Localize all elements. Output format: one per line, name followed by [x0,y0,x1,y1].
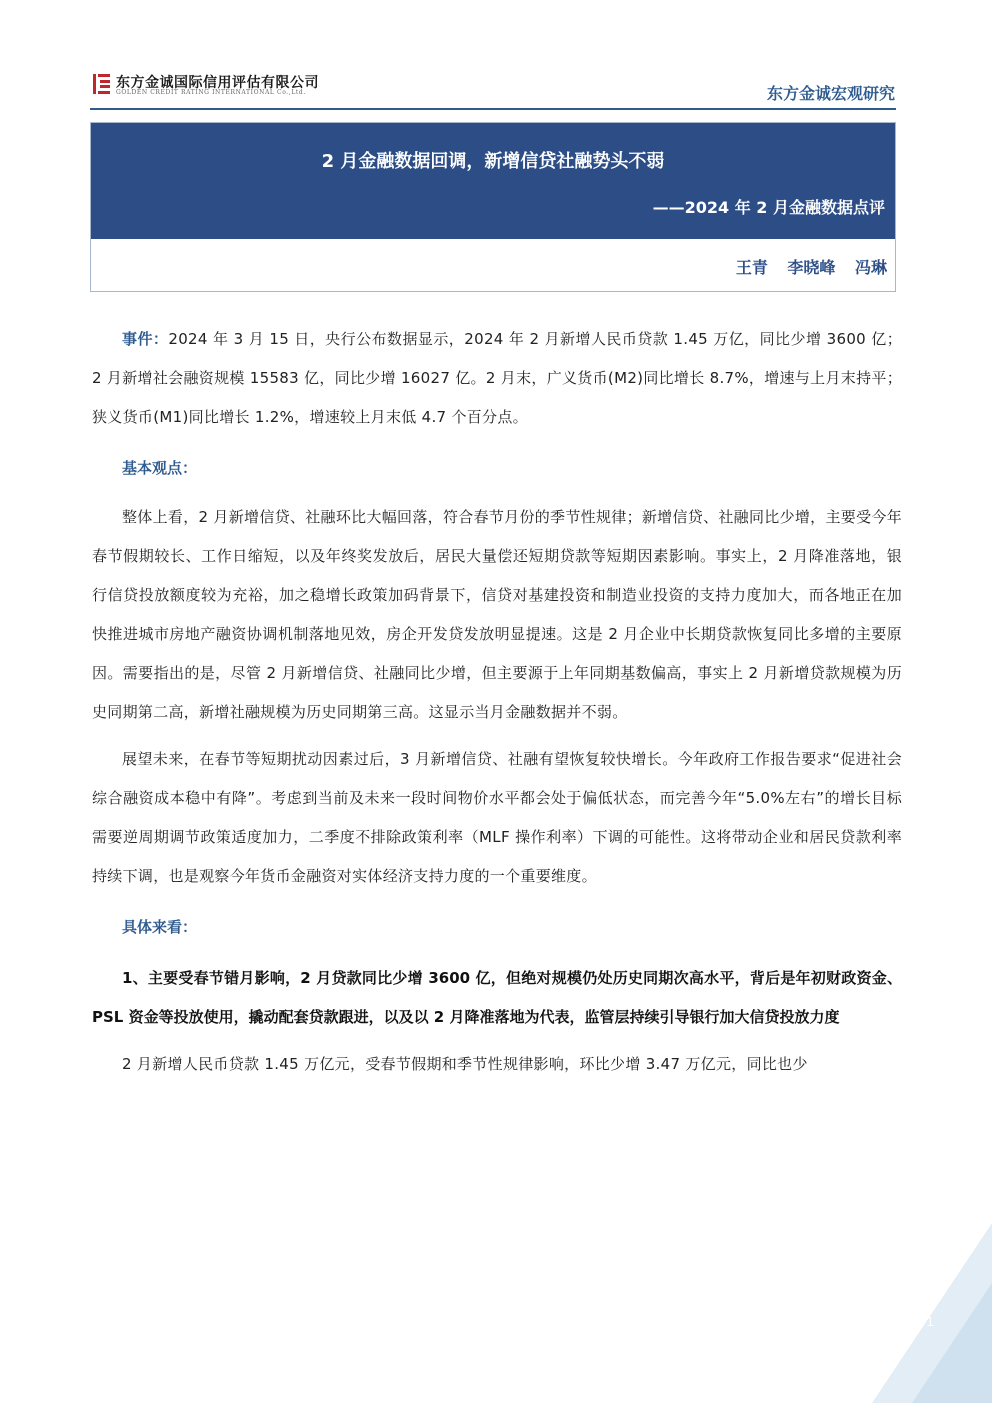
report-body [92,320,902,1084]
header-divider [90,108,896,110]
logo-mark-icon [92,72,112,96]
title-band [91,123,895,239]
event-paragraph [92,320,902,437]
basic-view-heading: 基本观点： [122,459,198,477]
company-name-cn: 东方金诚国际信用评估有限公司 [116,75,319,91]
page-header [0,0,992,110]
point-1-heading: 1、主要受春节错月影响，2 月贷款同比少增 3600 亿，但绝对规模仍处历史同期次高水平，背后是年初财政资金、PSL 资金等投放使用，撬动配套贷款跟进，以及以 2 月降准落地为代表，监管层持续引导银行加大信贷投放力度 [92,969,902,1026]
report-title: 2 月金融数据回调，新增信贷社融势头不弱 [321,151,665,172]
basic-paragraph-2: 展望未来，在春节等短期扰动因素过后，3 月新增信贷、社融有望恢复较快增长。今年政府工作报告要求“促进社会综合融资成本稳中有降”。考虑到当前及未来一段时间物价水平都会处于偏低状态，而完善今年“5.0%左右”的增长目标需要逆周期调节政策适度加力，二季度不排除政策利率（MLF 操作利率）下调的可能性。这将带动企业和居民贷款利率持续下调，也是观察今年货币金融资对实体经济支持力度的一个重要维度。 [92,750,902,885]
specific-heading: 具体来看： [122,918,198,936]
company-name-en: GOLDEN CREDIT RATING INTERNATIONAL Co.,Ltd. [116,89,306,96]
point-1-paragraph: 2 月新增人民币贷款 1.45 万亿元，受春节假期和季节性规律影响，环比少增 3.47 万亿元，同比也少 [122,1055,808,1073]
corner-decoration [752,1223,992,1403]
event-text: 2024 年 3 月 15 日，央行公布数据显示，2024 年 2 月新增人民币贷款 1.45 万亿，同比少增 3600 亿；2 月新增社会融资规模 15583 亿，同比少增 16027 亿。2 月末，广义货币(M2)同比增长 8.7%，增速与上月末持平；狭义货币(M1)同比增长 1.2%，增速较上月末低 4.7 个百分点。 [92,330,902,426]
research-brand: 东方金诚宏观研究 [766,84,895,103]
title-box [90,122,896,292]
page-number: 1 [926,1315,934,1329]
basic-paragraph-1: 整体上看，2 月新增信贷、社融环比大幅回落，符合春节月份的季节性规律；新增信贷、社融同比少增，主要受今年春节假期较长、工作日缩短，以及年终奖发放后，居民大量偿还短期贷款等短期因素影响。事实上，2 月降准落地，银行信贷投放额度较为充裕，加之稳增长政策加码背景下，信贷对基建投资和制造业投资的支持力度加大，而各地正在加快推进城市房地产融资协调机制落地见效，房企开发贷发放明显提速。这是 2 月企业中长期贷款恢复同比多增的主要原因。需要指出的是，尽管 2 月新增信贷、社融同比少增，但主要源于上年同期基数偏高，事实上 2 月新增贷款规模为历史同期第二高，新增社融规模为历史同期第三高。这显示当月金融数据并不弱。 [92,508,902,721]
company-logo [92,72,332,102]
report-authors: 王青 李晓峰 冯琳 [735,258,887,277]
report-subtitle: ——2024 年 2 月金融数据点评 [652,198,885,217]
event-label: 事件： [122,330,169,348]
